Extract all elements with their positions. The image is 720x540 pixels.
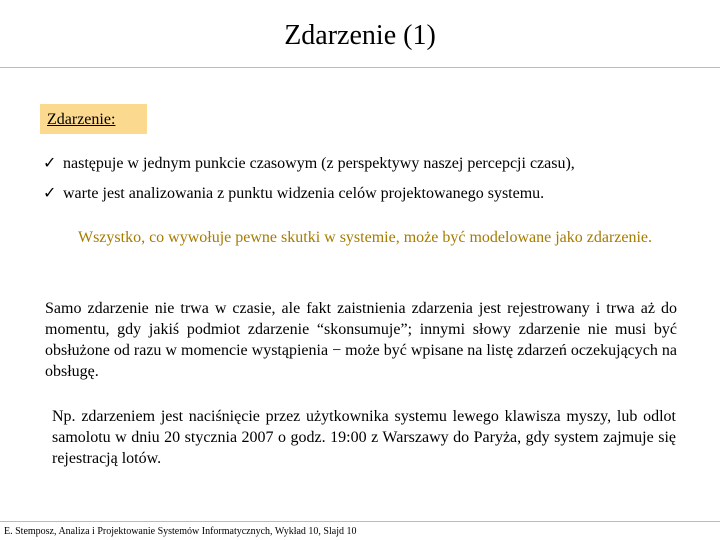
bullet-item (43, 184, 544, 204)
bullet-item (43, 154, 575, 174)
paragraph-example: Np. zdarzeniem jest naciśnięcie przez użytkownika systemu lewego klawisza myszy, lub odlot samolotu w dniu 20 stycznia 2007 o godz. 19:00 z Warszawy do Paryża, gdy system zajmuje się rejestracją lotów. (52, 408, 676, 467)
bottom-divider (0, 521, 720, 522)
checkmark-icon: ✓ (43, 185, 57, 202)
bullet-text: warte jest analizowania z punktu widzenia celów projektowanego systemu. (63, 185, 545, 202)
section-label: Zdarzenie: (47, 111, 116, 128)
top-divider (0, 67, 720, 68)
slide-footer: E. Stemposz, Analiza i Projektowanie Systemów Informatycznych, Wykład 10, Slajd 10 (4, 526, 357, 537)
paragraph-explanation: Samo zdarzenie nie trwa w czasie, ale fakt zaistnienia zdarzenia jest rejestrowany i trwa aż do momentu, gdy jakiś podmiot zdarzenie “skonsumuje”; innymi słowy zdarzenie nie musi być obsłużone od razu w momencie wystąpienia − może być wpisane na listę zdarzeń oczekujących na obsługę. (45, 300, 677, 380)
checkmark-icon: ✓ (43, 155, 57, 172)
highlight-statement: Wszystko, co wywołuje pewne skutki w systemie, może być modelowane jako zdarzenie. (77, 229, 653, 246)
bullet-text: następuje w jednym punkcie czasowym (z perspektywy naszej percepcji czasu), (63, 155, 575, 172)
slide-title: Zdarzenie (1) (284, 20, 436, 51)
